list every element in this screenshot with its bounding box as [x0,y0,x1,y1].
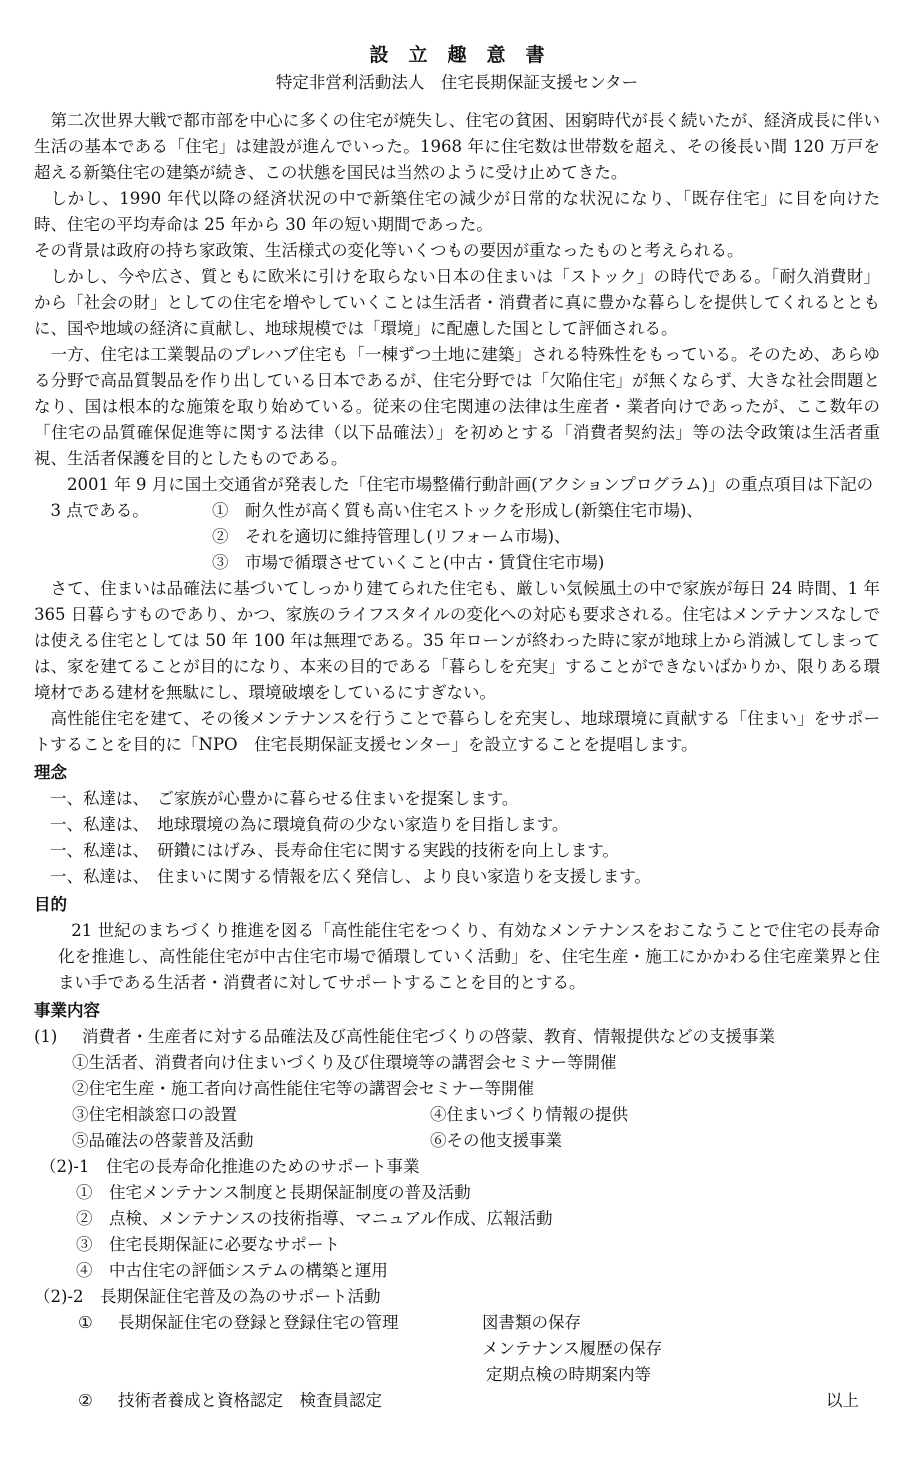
document-title: 設立趣意書 [369,44,565,66]
business-item-detail: 定期点検の時期案内等 [486,1365,651,1384]
section-number: (1) [34,1027,58,1046]
rinen-item: 一、私達は、 ご家族が心豊かに暮らせる住まいを提案します。 [50,789,519,808]
rinen-item: 一、私達は、 研鑽にはげみ、長寿命住宅に関する実践的技術を向上します。 [50,841,619,860]
closing-text: 以上 [826,1391,859,1410]
business-section-2-1-title: （2)-1 住宅の長寿命化推進のためのサポート事業 [40,1157,420,1176]
paragraph: その背景は政府の持ち家政策、生活様式の変化等いくつもの要因が重なったものと考えられる。 [34,241,744,260]
business-item-row [34,1388,880,1414]
organization-name: 特定非営利活動法人 住宅長期保証支援センター [275,73,639,92]
goal-item: ③ 市場で循環させていくこと(中古・賃貸住宅市場) [212,553,605,572]
business-item: ③ 住宅長期保証に必要なサポート [76,1235,340,1254]
paragraph: 一方、住宅は工業製品のプレハブ住宅も「一棟ずつ土地に建築」される特殊性をもっている。そのため、あらゆる分野で高品質製品を作り出している日本であるが、住宅分野では「欠陥住宅」が無くならず、大きな社会問題となり、国は根本的な施策を取り始めている。従来の住宅関連の法律は生産者・業者向けであったが、ここ数年の「住宅の品質確保促進等に関する法律（以下品確法）」を初めとする「消費者契約法」等の法令政策は生活者重視、生活者保護を目的としたものである。 [34,345,880,468]
goal-item: ② それを適切に維持管理し(リフォーム市場)、 [212,527,571,546]
business-item: ①生活者、消費者向け住まいづくり及び住環境等の講習会セミナー等開催 [72,1053,617,1072]
rinen-item: 一、私達は、 住まいに関する情報を広く発信し、より良い家造りを支援します。 [50,867,651,886]
paragraph: しかし、今や広さ、質ともに欧米に引けを取らない日本の住まいは「ストック」の時代である。「耐久消費財」から「社会の財」としての住宅を増やしていくことは生活者・消費者に真に豊かな暮らしを提供してくれるとともに、国や地域の経済に貢献し、地球規模では「環境」に配慮した国として評価される。 [34,267,880,338]
paragraph: 第二次世界大戦で都市部を中心に多くの住宅が焼失し、住宅の貧困、困窮時代が長く続いたが、経済成長に伴い生活の基本である「住宅」は建設が進んでいった。1968 年に住宅数は世帯数を超え、その後長い間 120 万戸を超える新築住宅の建築が続き、この状態を国民は当然のように受け止めてきた。 [34,111,880,182]
business-section-1 [34,1024,880,1050]
item-number: ① [78,1313,93,1332]
goals-row [34,498,880,524]
document [34,40,880,1414]
section-heading-mokuteki: 目的 [34,895,67,914]
business-item: ④住まいづくり情報の提供 [430,1105,628,1124]
paragraph: 高性能住宅を建て、その後メンテナンスを行うことで暮らしを充実し、地球環境に貢献する「住まい」をサポートすることを目的に「NPO 住宅長期保証支援センター」を設立することを提唱します。 [34,709,880,754]
section-heading-jigyo: 事業内容 [34,1001,100,1020]
section-title: 消費者・生産者に対する品確法及び高性能住宅づくりの啓蒙、教育、情報提供などの支援事業 [82,1027,775,1046]
business-item: ⑤品確法の啓蒙普及活動 [72,1131,254,1150]
business-item-detail: 図書類の保存 [482,1313,581,1332]
section-heading-rinen: 理念 [34,763,67,782]
business-item-pair [34,1102,880,1128]
item-number: ② [78,1391,93,1410]
business-item: ① 住宅メンテナンス制度と長期保証制度の普及活動 [76,1183,471,1202]
business-item: ③住宅相談窓口の設置 [72,1105,237,1124]
business-item: ② 点検、メンテナンスの技術指導、マニュアル作成、広報活動 [76,1209,553,1228]
mokuteki-text: 21 世紀のまちづくり推進を図る「高性能住宅をつくり、有効なメンテナンスをおこなうことで住宅の長寿命化を推進し、高性能住宅が中古住宅市場で循環していく活動」を、住宅生産・施工にかかわる住宅産業界と住まい手である生活者・消費者に対してサポートすることを目的とする。 [58,921,880,992]
business-item-pair [34,1128,880,1154]
business-item: ②住宅生産・施工者向け高性能住宅等の講習会セミナー等開催 [72,1079,534,1098]
paragraph: 2001 年 9 月に国土交通省が発表した「住宅市場整備行動計画(アクションプログラム)」の重点項目は下記の [67,475,874,494]
paragraph: しかし、1990 年代以降の経済状況の中で新築住宅の減少が日常的な状況になり、「既存住宅」に目を向けた時、住宅の平均寿命は 25 年から 30 年の短い期間であった。 [34,189,880,234]
goal-item: ① 耐久性が高く質も高い住宅ストックを形成し(新築住宅市場)、 [212,501,703,520]
business-item-row [34,1310,880,1336]
business-item-detail: メンテナンス履歴の保存 [482,1339,663,1358]
rinen-item: 一、私達は、 地球環境の為に環境負荷の少ない家造りを目指します。 [50,815,569,834]
business-item: ④ 中古住宅の評価システムの構築と運用 [76,1261,388,1280]
business-item: 長期保証住宅の登録と登録住宅の管理 [118,1313,399,1332]
business-section-2-2-title: （2)-2 長期保証住宅普及の為のサポート活動 [34,1287,381,1306]
business-item: ⑥その他支援事業 [430,1131,562,1150]
goals-lead: 3 点である。 [50,501,149,520]
paragraph: さて、住まいは品確法に基づいてしっかり建てられた住宅も、厳しい気候風土の中で家族が毎日 24 時間、1 年 365 日暮らすものであり、かつ、家族のライフスタイルの変化への対応も要求される。住宅はメンテナンスなしでは使える住宅としては 50 年 100 年は無理である。35 年ローンが終わった時に家が地球上から消滅してしまっては、家を建てることが目的になり、本来の目的である「暮らしを充実」することができないばかりか、限りある環境材である建材を無駄にし、環境破壊をしているにすぎない。 [34,579,880,702]
business-item: 技術者養成と資格認定 検査員認定 [118,1391,382,1410]
